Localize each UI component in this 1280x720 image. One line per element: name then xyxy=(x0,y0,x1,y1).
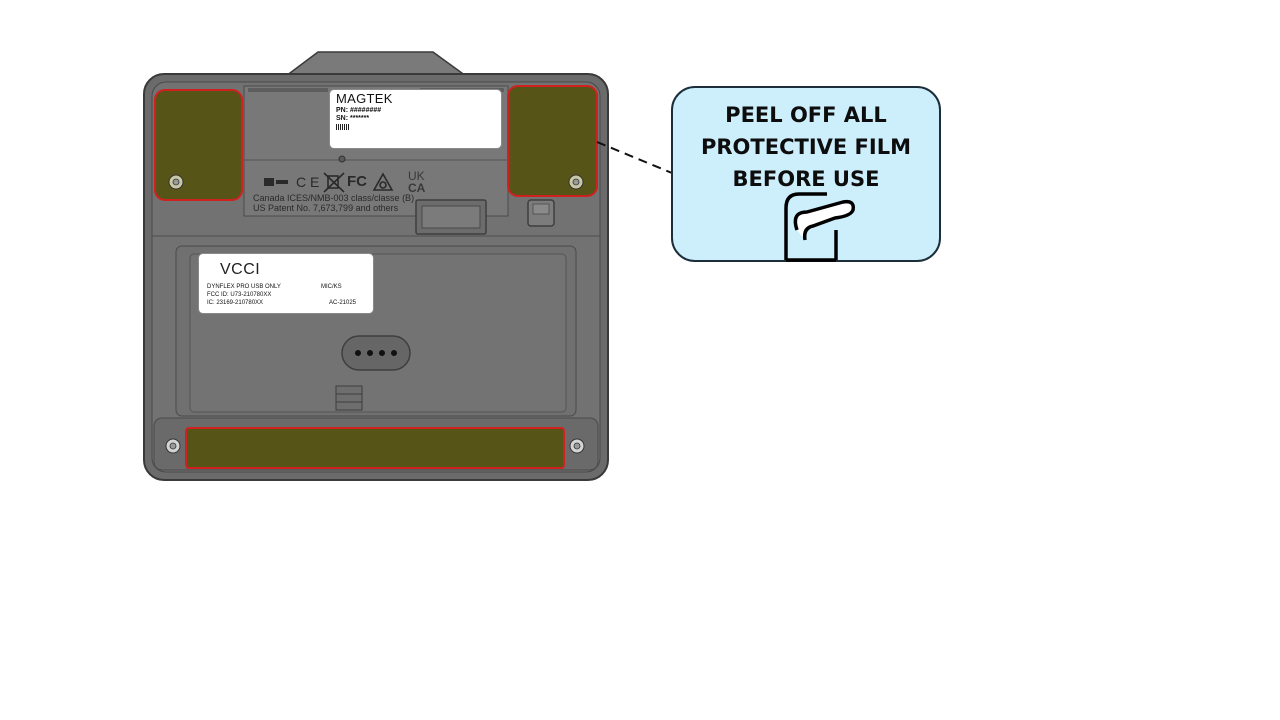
screw-icon xyxy=(570,439,584,453)
barcode-icon xyxy=(336,124,350,130)
ukca-mark-top: UK xyxy=(408,169,425,183)
fcc-id-line: FCC ID: U73-210780XX xyxy=(207,292,272,298)
ukca-mark-bottom: CA xyxy=(408,181,426,195)
vent-hole xyxy=(339,156,345,162)
mic-line: MIC/KS xyxy=(321,284,342,290)
peel-film-callout xyxy=(671,86,941,262)
serial-number-label xyxy=(329,89,502,149)
part-number: PN: ######## xyxy=(336,107,382,114)
peel-film-icon xyxy=(783,190,859,262)
protective-film-bottom xyxy=(186,428,564,468)
ce-mark: C E xyxy=(296,174,320,190)
fcc-mark: FC xyxy=(347,173,367,190)
patent-text: US Patent No. 7,673,799 and others xyxy=(253,203,399,213)
screw-icon xyxy=(569,175,583,189)
latch xyxy=(336,386,362,410)
vcci-label xyxy=(198,253,374,314)
ac-line: AC-21025 xyxy=(329,300,357,306)
brand-name: MAGTEK xyxy=(336,91,393,106)
speaker-grille xyxy=(342,336,410,370)
vcci-title: VCCI xyxy=(220,261,261,278)
callout-text: PEEL OFF ALL PROTECTIVE FILM BEFORE USE xyxy=(701,103,911,191)
model-line: DYNFLEX PRO USB ONLY xyxy=(207,284,281,290)
protective-film-right xyxy=(508,86,597,196)
top-connector xyxy=(286,52,466,76)
serial-number: SN: ******* xyxy=(336,115,370,122)
canada-compliance-text: Canada ICES/NMB-003 class/classe (B) xyxy=(253,193,415,203)
ic-line: IC: 23169-210780XX xyxy=(207,300,264,306)
protective-film-left xyxy=(155,90,242,200)
screw-icon xyxy=(166,439,180,453)
screw-icon xyxy=(169,175,183,189)
